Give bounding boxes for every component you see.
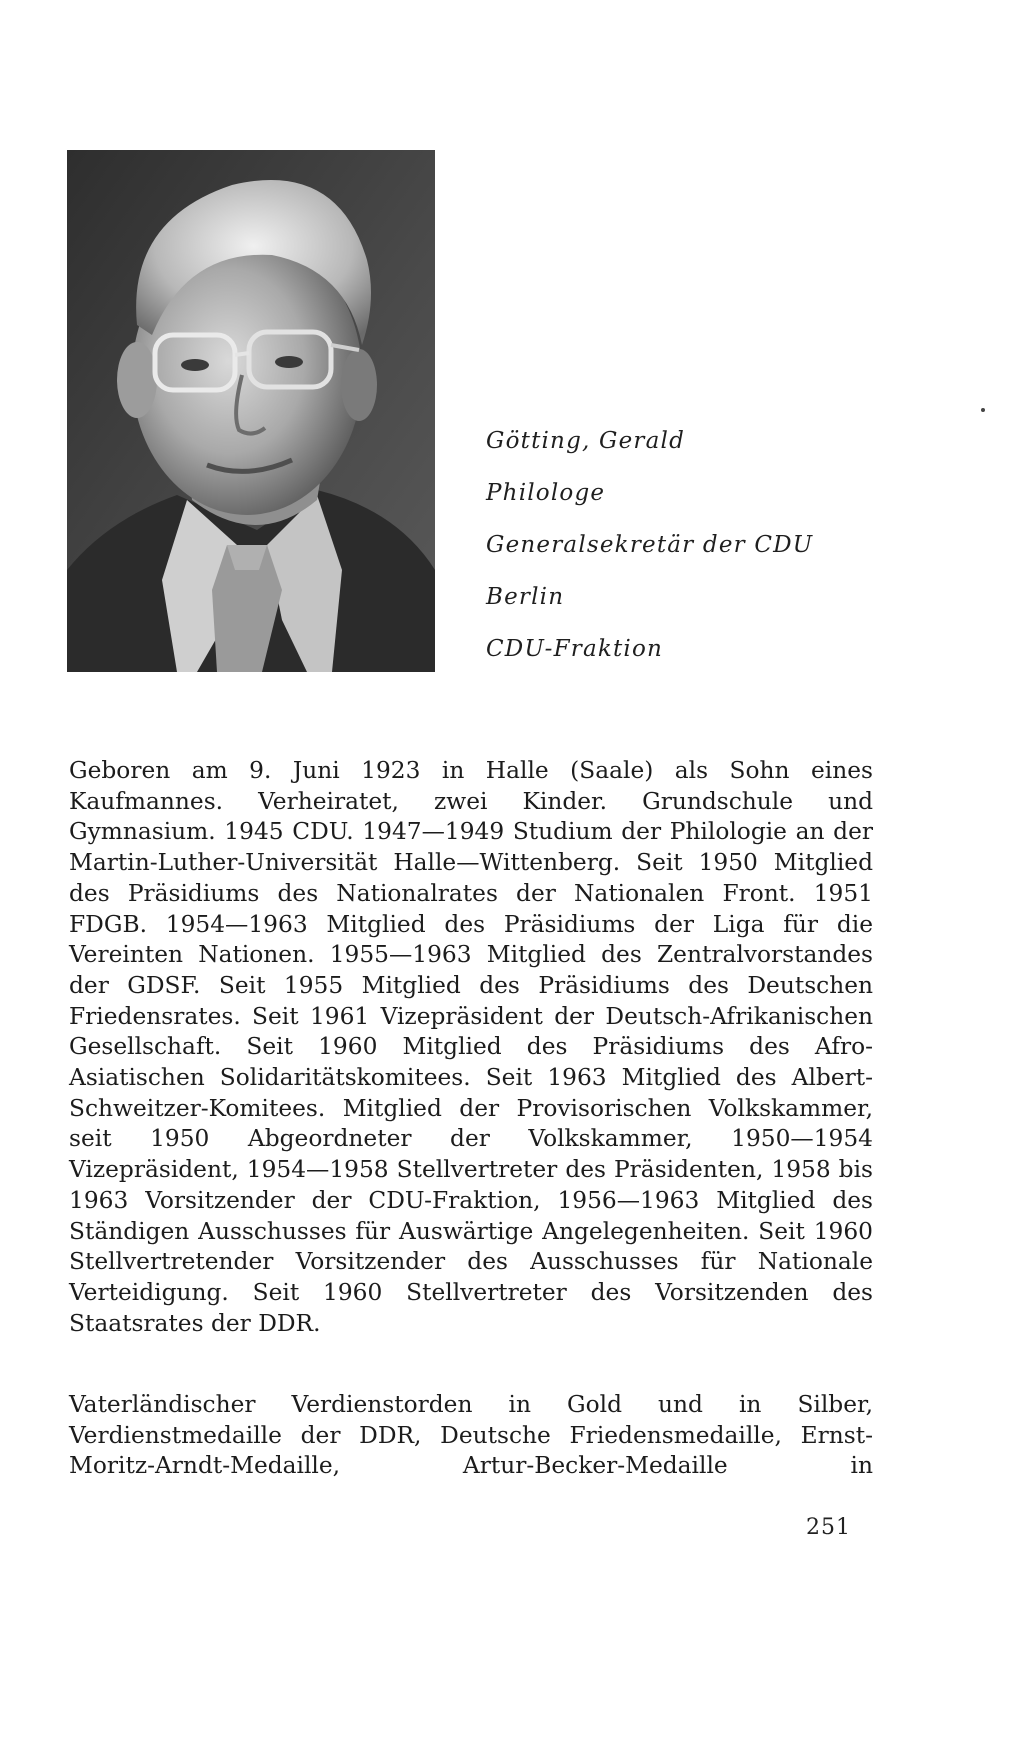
biography-paragraph: Geboren am 9. Juni 1923 in Halle (Saale) als Sohn eines Kaufmannes. Verheiratet, zwei Kinder. Grundschule und Gymnasium. 1945 CDU. 1947—1949 Studium der Philologie an der Martin-Luther-Universität Halle—Wittenberg. Seit 1950 Mitglied des Präsidiums des Nationalrates der Nationalen Front. 1951 FDGB. 1954—1963 Mitglied des Präsidiums der Liga für die Vereinten Nationen. 1955—1963 Mitglied des Zentralvorstandes der GDSF. Seit 1955 Mitglied des Präsidiums des Deutschen Friedensrates. Seit 1961 Vizepräsident der Deutsch-Afrikanischen Gesellschaft. Seit 1960 Mitglied des Präsidiums des Afro-Asiatischen Solidaritätskomitees. Seit 1963 Mitglied des Albert-Schweitzer-Komitees. Mitglied der Provisorischen Volkskammer, seit 1950 Abgeordneter der Volkskammer, 1950—1954 Vizepräsident, 1954—1958 Stellvertreter des Präsidenten, 1958 bis 1963 Vorsitzender der CDU-Fraktion, 1956—1963 Mitglied des Ständigen Ausschusses für Auswärtige Angelegenheiten. Seit 1960 Stellvertretender Vorsitzender des Ausschusses für Nationale Verteidigung. Seit 1960 Stellvertreter des Vorsitzenden des Staatsrates der DDR.	[69, 757, 873, 1337]
member-constituency: Berlin	[486, 584, 565, 610]
member-profession: Philologe	[486, 480, 606, 506]
print-speck	[981, 408, 985, 412]
caption-block	[486, 427, 906, 687]
portrait-illustration	[67, 150, 435, 672]
member-faction: CDU-Fraktion	[486, 636, 664, 662]
member-name: Götting, Gerald	[486, 428, 685, 454]
member-position: Generalsekretär der CDU	[486, 532, 814, 558]
page-number: 251	[806, 1515, 851, 1540]
portrait-photo	[67, 150, 435, 672]
awards-paragraph: Vaterländischer Verdienstorden in Gold und in Silber, Verdienstmedaille der DDR, Deutsche Friedensmedaille, Ernst-Moritz-Arndt-Medaille, Artur-Becker-Medaille in	[69, 1391, 873, 1480]
